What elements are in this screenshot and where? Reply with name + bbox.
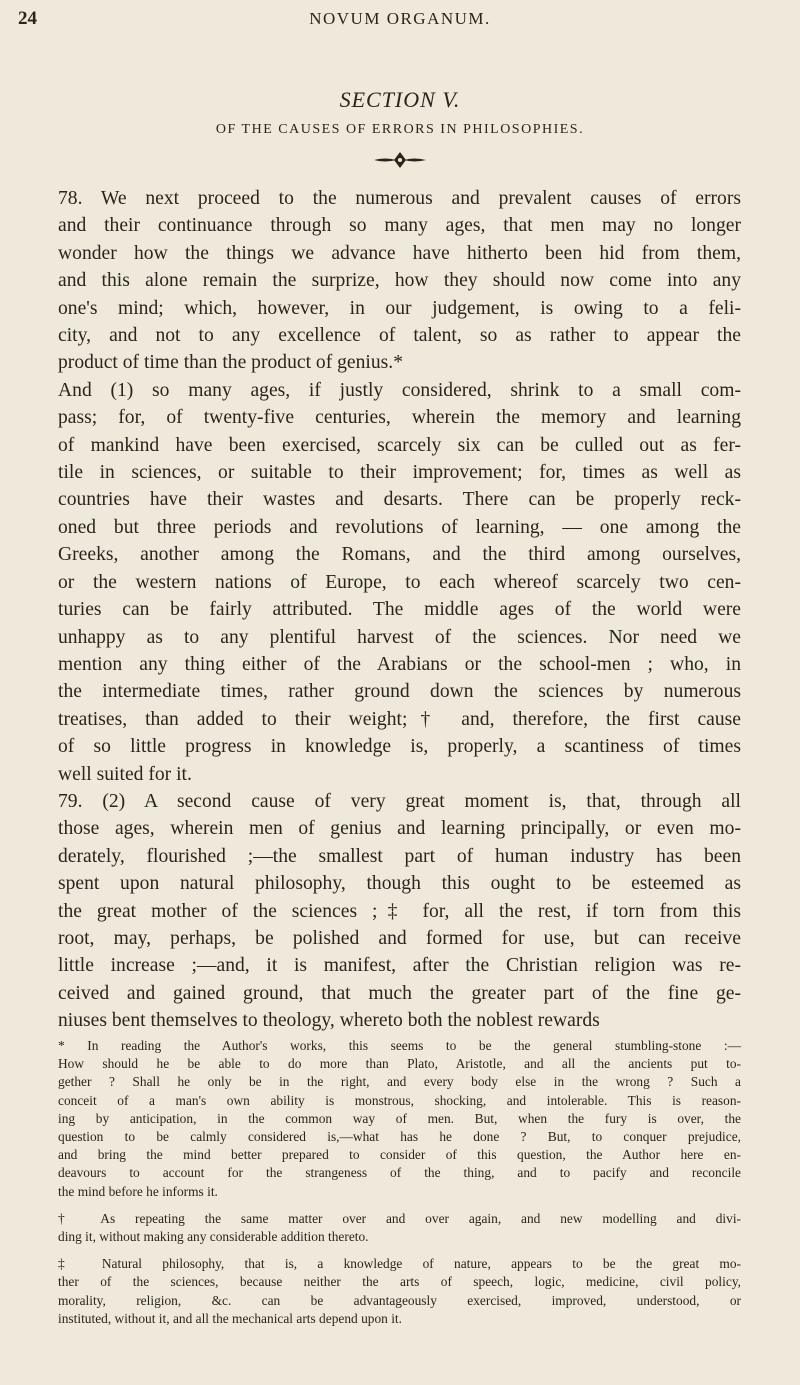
footnote-line: conceit of a man's own ability is monstrous, shocking, and intolerable. This is reason- (58, 1092, 741, 1108)
body-line: tile in sciences, or suitable to their improvement; for, times as well as (58, 462, 741, 484)
body-line: of so little progress in knowledge is, properly, a scantiness of times (58, 736, 741, 758)
body-line: treatises, than added to their weight;† and, therefore, the first cause (58, 708, 741, 730)
body-line: or the western nations of Europe, to each whereof scarcely two cen- (58, 571, 741, 593)
footnote-line: deavours to account for the strangeness of the thing, and to pacify and reconcile (58, 1165, 741, 1181)
footnote (58, 1255, 741, 1328)
body-line: wonder how the things we advance have hitherto been hid from them, (58, 242, 741, 264)
section-title: SECTION V. (339, 87, 461, 112)
footnote-gap (58, 1246, 741, 1255)
body-line: 78. We next proceed to the numerous and prevalent causes of errors (58, 188, 741, 209)
body-line: Greeks, another among the Romans, and the third among ourselves, (58, 544, 741, 566)
footnote-line: instituted, without it, and all the mechanical arts depend upon it. (58, 1310, 402, 1326)
section-subtitle: OF THE CAUSES OF ERRORS IN PHILOSOPHIES. (215, 122, 585, 137)
ornament-divider (372, 150, 428, 170)
body-line: product of time than the product of genius.* (58, 352, 403, 374)
footnote-line: the mind before he informs it. (58, 1183, 218, 1199)
body-line: 79. (2) A second cause of very great moment is, that, through all (58, 790, 741, 812)
body-line: one's mind; which, however, in our judgement, is owing to a feli- (58, 297, 741, 319)
body-line: and this alone remain the surprize, how they should now come into any (58, 270, 741, 292)
footnote-line: gether ? Shall he only be in the right, and every body else in the wrong ? Such a (58, 1074, 741, 1090)
body-line: of mankind have been exercised, scarcely six can be culled out as fer- (58, 434, 741, 456)
footnote-line: ther of the sciences, because neither the arts of speech, logic, medicine, civil policy, (58, 1274, 741, 1290)
body-line: well suited for it. (58, 763, 192, 785)
body-line: derately, flourished ;—the smallest part of human industry has been (58, 845, 741, 867)
footnote-line: How should he be able to do more than Plato, Aristotle, and all the ancients put to- (58, 1056, 741, 1072)
running-title: NOVUM ORGANUM. (309, 9, 491, 28)
body-line: niuses bent themselves to theology, whereto both the noblest rewards (58, 1010, 600, 1032)
body-line: spent upon natural philosophy, though this ought to be esteemed as (58, 873, 741, 895)
body-line: unhappy as to any plentiful harvest of the sciences. Nor need we (58, 626, 741, 648)
footnote-line: and bring the mind better prepared to consider of this question, the Author here en- (58, 1147, 741, 1163)
footnote (58, 1210, 741, 1246)
body-line: city, and not to any excellence of talent, so as rather to appear the (58, 325, 741, 347)
body-line: the intermediate times, rather ground down the sciences by numerous (58, 681, 741, 703)
body-line: And (1) so many ages, if justly considered, shrink to a small com- (58, 379, 741, 401)
footnote-line: morality, religion, &c. can be advantageously exercised, improved, understood, or (58, 1292, 741, 1308)
body-line: little increase ;—and, it is manifest, after the Christian religion was re- (58, 955, 741, 977)
body-line: oned but three periods and revolutions of learning, — one among the (58, 516, 741, 538)
footnote-line: ding it, without making any considerable addition thereto. (58, 1229, 369, 1245)
body-line: countries have their wastes and desarts. There can be properly reck- (58, 489, 741, 511)
body-line: and their continuance through so many ages, that men may no longer (58, 215, 741, 237)
body-line: those ages, wherein men of genius and learning principally, or even mo- (58, 818, 741, 840)
footnotes (58, 1037, 741, 1328)
body-line: the great mother of the sciences ;‡ for, all the rest, if torn from this (58, 900, 741, 922)
body-line: turies can be fairly attributed. The middle ages of the world were (58, 599, 741, 621)
footnote-line: † As repeating the same matter over and over again, and new modelling and divi- (58, 1210, 741, 1226)
footnote-gap (58, 1201, 741, 1210)
footnote-line: ing by anticipation, in the common way of men. But, when the fury is over, the (58, 1110, 741, 1126)
footnote (58, 1037, 741, 1201)
running-header (0, 8, 800, 32)
footnote-line: question to be calmly considered is,—what has he done ? But, to conquer prejudice, (58, 1129, 741, 1145)
body-line: pass; for, of twenty-five centuries, wherein the memory and learning (58, 407, 741, 429)
page-number: 24 (18, 8, 37, 29)
body-text (58, 185, 741, 1035)
body-line: mention any thing either of the Arabians or the school-men ; who, in (58, 653, 741, 675)
body-line: ceived and gained ground, that much the greater part of the fine ge- (58, 982, 741, 1004)
footnote-line: ‡ Natural philosophy, that is, a knowledge of nature, appears to be the great mo- (58, 1256, 741, 1272)
body-line: root, may, perhaps, be polished and formed for use, but can receive (58, 927, 741, 949)
footnote-line: * In reading the Author's works, this seems to be the general stumbling-stone :— (58, 1038, 741, 1053)
